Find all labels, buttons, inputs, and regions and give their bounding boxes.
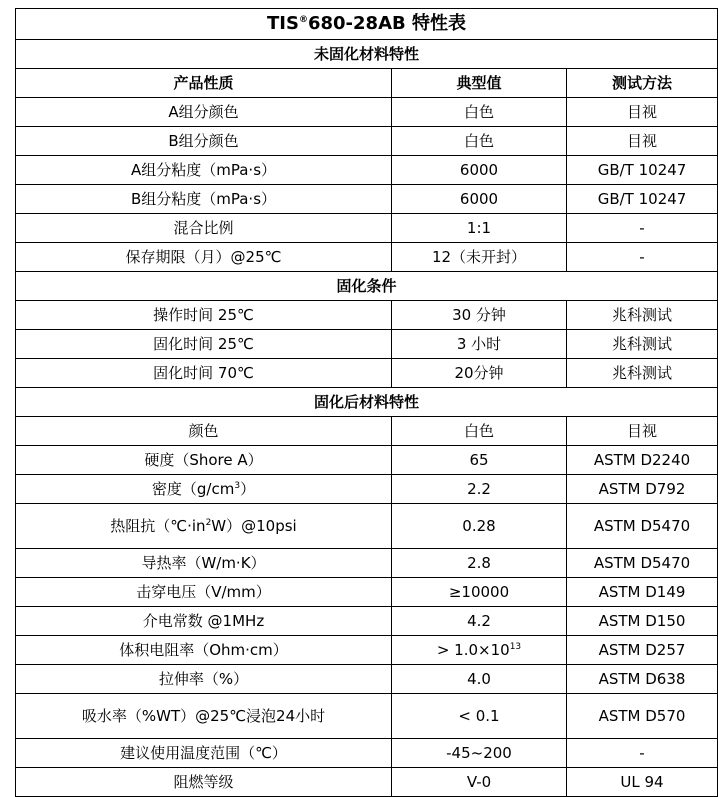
- table-row: [16, 243, 718, 272]
- property-cell: B组分粘度（mPa·s）: [16, 185, 392, 214]
- table-row: [16, 475, 718, 504]
- table-row: [16, 636, 718, 665]
- value-cell: 4.0: [392, 665, 567, 694]
- property-cell: 混合比例: [16, 214, 392, 243]
- section-header-row: [16, 40, 718, 69]
- method-cell: 目视: [567, 417, 718, 446]
- method-cell: ASTM D5470: [567, 504, 718, 549]
- table-row: [16, 768, 718, 797]
- method-cell: 兆科测试: [567, 301, 718, 330]
- header-property: 产品性质: [16, 69, 392, 98]
- property-cell: B组分颜色: [16, 127, 392, 156]
- header-test-method: 测试方法: [567, 69, 718, 98]
- property-cell: 体积电阻率（Ohm·cm）: [16, 636, 392, 665]
- title-prefix: TIS: [267, 13, 299, 34]
- table-title: [16, 9, 718, 40]
- column-header-row: [16, 69, 718, 98]
- section-title: 固化条件: [16, 272, 718, 301]
- property-cell: 固化时间 25℃: [16, 330, 392, 359]
- table-row: [16, 98, 718, 127]
- table-row: [16, 578, 718, 607]
- method-cell: 兆科测试: [567, 359, 718, 388]
- property-cell: 颜色: [16, 417, 392, 446]
- property-cell: 操作时间 25℃: [16, 301, 392, 330]
- table-row: [16, 214, 718, 243]
- method-cell: 兆科测试: [567, 330, 718, 359]
- table-row: [16, 185, 718, 214]
- value-cell: > $1.0\times 10^{13}$: [392, 636, 567, 665]
- superscript: 2: [205, 518, 212, 528]
- value-cell: -45~200: [392, 739, 567, 768]
- property-cell: 阻燃等级: [16, 768, 392, 797]
- superscript: 3: [234, 481, 241, 491]
- table-row: [16, 127, 718, 156]
- value-cell: 白色: [392, 417, 567, 446]
- method-cell: ASTM D2240: [567, 446, 718, 475]
- registered-mark: ®: [298, 15, 308, 25]
- method-cell: -: [567, 243, 718, 272]
- table-row: [16, 504, 718, 549]
- table-row: [16, 549, 718, 578]
- method-cell: ASTM D150: [567, 607, 718, 636]
- title-suffix: 680-28AB 特性表: [307, 13, 466, 34]
- property-cell: A组分粘度（mPa·s）: [16, 156, 392, 185]
- method-cell: ASTM D570: [567, 694, 718, 739]
- value-cell: 0.28: [392, 504, 567, 549]
- method-cell: 目视: [567, 98, 718, 127]
- method-cell: 目视: [567, 127, 718, 156]
- property-cell: 热阻抗$(℃\cdot in^2W)@10psi$: [16, 504, 392, 549]
- section-title: 固化后材料特性: [16, 388, 718, 417]
- value-cell: 白色: [392, 127, 567, 156]
- table-row: [16, 330, 718, 359]
- value-cell: 12（未开封）: [392, 243, 567, 272]
- method-cell: ASTM D792: [567, 475, 718, 504]
- table-row: [16, 301, 718, 330]
- value-cell: 2.8: [392, 549, 567, 578]
- property-cell: 介电常数 @1MHz: [16, 607, 392, 636]
- property-cell: 击穿电压（V/mm）: [16, 578, 392, 607]
- table-row: [16, 359, 718, 388]
- property-cell: 硬度（Shore A）: [16, 446, 392, 475]
- property-cell: 吸水率（%WT）@25℃浸泡24小时: [16, 694, 392, 739]
- table-row: [16, 156, 718, 185]
- property-cell: 拉伸率（%）: [16, 665, 392, 694]
- value-cell: V-0: [392, 768, 567, 797]
- value-cell: 2.2: [392, 475, 567, 504]
- spec-table-body: [16, 9, 718, 797]
- table-row: [16, 694, 718, 739]
- section-header-row: [16, 388, 718, 417]
- value-cell: 6000: [392, 156, 567, 185]
- value-cell: 4.2: [392, 607, 567, 636]
- table-row: [16, 607, 718, 636]
- spec-sheet: [15, 8, 691, 797]
- method-cell: -: [567, 739, 718, 768]
- value-cell: 6000: [392, 185, 567, 214]
- value-cell: 1:1: [392, 214, 567, 243]
- header-typical-value: 典型值: [392, 69, 567, 98]
- superscript: 13: [509, 642, 522, 652]
- value-cell: 20分钟: [392, 359, 567, 388]
- method-cell: ASTM D257: [567, 636, 718, 665]
- method-cell: UL 94: [567, 768, 718, 797]
- value-cell: ≥10000: [392, 578, 567, 607]
- spec-table: [15, 8, 718, 797]
- table-row: [16, 739, 718, 768]
- property-cell: 保存期限（月）@25℃: [16, 243, 392, 272]
- property-cell: A组分颜色: [16, 98, 392, 127]
- method-cell: ASTM D5470: [567, 549, 718, 578]
- table-row: [16, 665, 718, 694]
- property-cell: 密度$(g/cm^3)$: [16, 475, 392, 504]
- value-cell: 65: [392, 446, 567, 475]
- method-cell: ASTM D149: [567, 578, 718, 607]
- value-cell: 3 小时: [392, 330, 567, 359]
- table-title-row: [16, 9, 718, 40]
- value-cell: < 0.1: [392, 694, 567, 739]
- property-cell: 固化时间 70℃: [16, 359, 392, 388]
- value-cell: 30 分钟: [392, 301, 567, 330]
- method-cell: GB/T 10247: [567, 156, 718, 185]
- section-title: 未固化材料特性: [16, 40, 718, 69]
- value-cell: 白色: [392, 98, 567, 127]
- property-cell: 导热率（W/m·K）: [16, 549, 392, 578]
- method-cell: -: [567, 214, 718, 243]
- method-cell: ASTM D638: [567, 665, 718, 694]
- table-row: [16, 446, 718, 475]
- section-header-row: [16, 272, 718, 301]
- table-row: [16, 417, 718, 446]
- property-cell: 建议使用温度范围（℃）: [16, 739, 392, 768]
- method-cell: GB/T 10247: [567, 185, 718, 214]
